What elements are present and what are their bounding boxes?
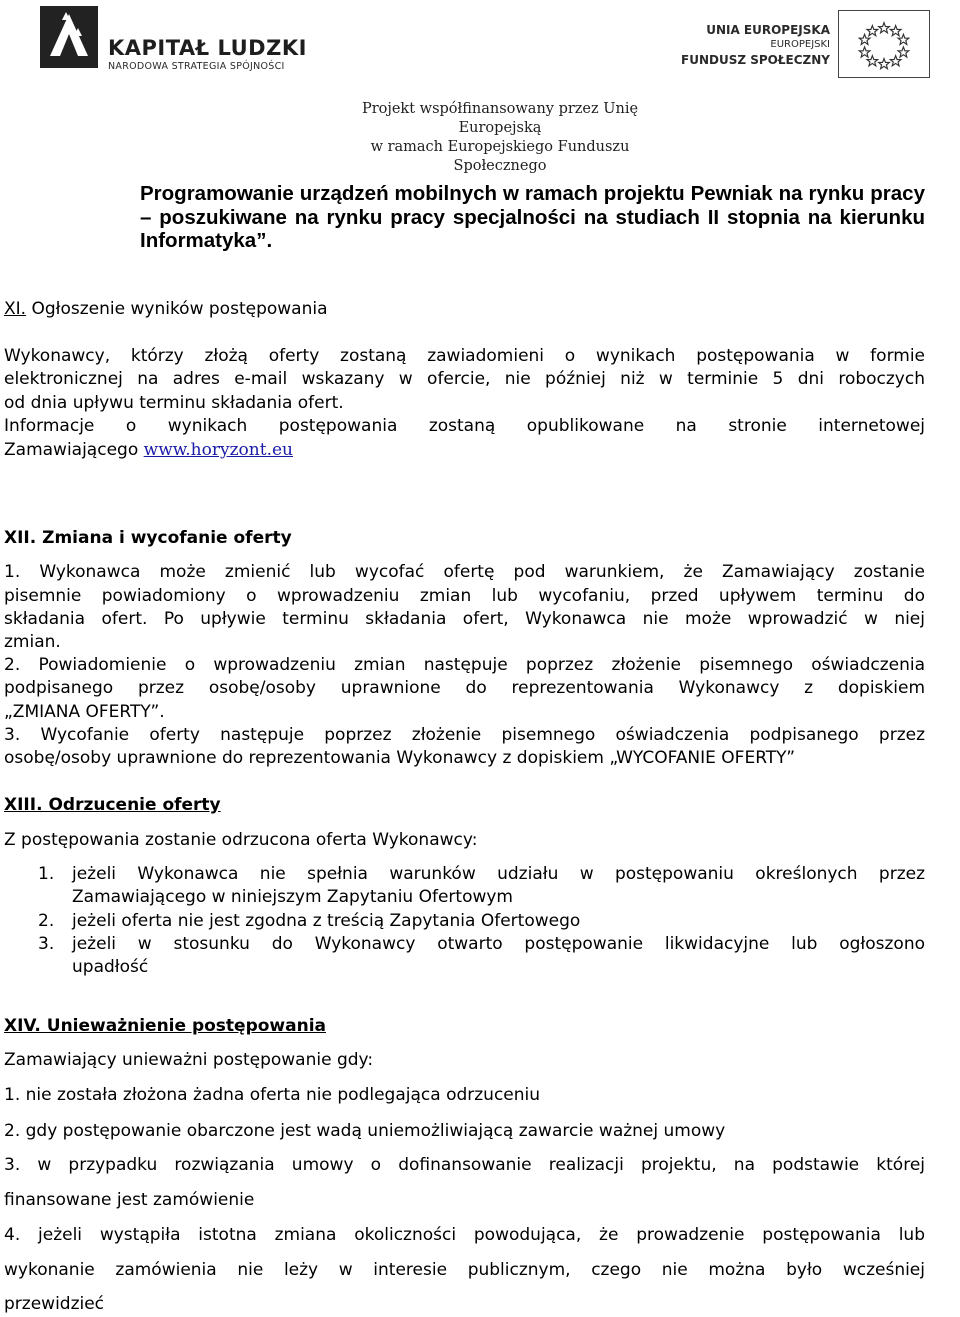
document-title: Programowanie urządzeń mobilnych w ramach projektu Pewniak na rynku pracy – poszukiwane na rynku pracy specjalności na studiach II stopnia na kierunku Informatyka”.	[140, 182, 925, 252]
s11-line-2: elektronicznej na adres e-mail wskazany w ofercie, nie później niż w terminie 5 dni roboczych	[4, 369, 925, 389]
eu-line-1: UNIA EUROPEJSKA	[706, 23, 830, 37]
s13-item-2-number: 2.	[38, 911, 55, 931]
cofinancing-note	[340, 100, 660, 176]
s14-line-5: 4. jeżeli wystąpiła istotna zmiana okoliczności powodująca, że prowadzenie postępowania lub	[4, 1225, 925, 1245]
s14-line-6: wykonanie zamówienia nie leży w interesie publicznym, czego nie można było wcześniej	[4, 1260, 925, 1280]
kapital-ludzki-emblem-icon	[40, 6, 98, 68]
kl-title: KAPITAŁ LUDZKI	[108, 36, 307, 60]
s13-item-1-line-1: jeżeli Wykonawca nie spełnia warunków udziału w postępowaniu określonych przez	[72, 864, 925, 884]
s14-line-7: przewidzieć	[4, 1294, 105, 1314]
s12-line-7: „ZMIANA OFERTY”.	[4, 702, 165, 722]
s14-line-1: 1. nie została złożona żadna oferta nie podlegająca odrzuceniu	[4, 1085, 541, 1105]
section-13-heading: XIII. Odrzucenie oferty	[4, 795, 221, 815]
s13-item-2-line-1: jeżeli oferta nie jest zgodna z treścią Zapytania Ofertowego	[72, 911, 581, 931]
kl-subtitle: NARODOWA STRATEGIA SPÓJNOŚCI	[108, 61, 285, 72]
s14-line-2: 2. gdy postępowanie obarczone jest wadą uniemożliwiającą zawarcie ważnej umowy	[4, 1121, 726, 1141]
cofinancing-line-2: w ramach Europejskiego Funduszu Społecznego	[370, 139, 630, 174]
s12-line-6: podpisanego przez osobę/osoby uprawnione do reprezentowania Wykonawcy z dopiskiem	[4, 678, 925, 698]
eu-logo	[681, 10, 940, 82]
section-11-heading	[4, 298, 925, 321]
eu-line-2: EUROPEJSKI	[770, 39, 830, 50]
section-11-number: XI.	[4, 299, 27, 319]
s13-item-3-line-2: upadłość	[72, 957, 149, 977]
s14-line-3: 3. w przypadku rozwiązania umowy o dofinansowanie realizacji projektu, na podstawie której	[4, 1155, 925, 1175]
kapital-ludzki-logo	[40, 6, 330, 84]
s12-line-5: 2. Powiadomienie o wprowadzeniu zmian następuje poprzez złożenie pisemnego oświadczenia	[4, 655, 925, 675]
s13-item-3-line-1: jeżeli w stosunku do Wykonawcy otwarto postępowanie likwidacyjne lub ogłoszono	[72, 934, 925, 954]
s14-line-4: finansowane jest zamówienie	[4, 1190, 255, 1210]
s11-line-5	[4, 439, 925, 462]
s11-line-1: Wykonawcy, którzy złożą oferty zostaną zawiadomieni o wynikach postępowania w formie	[4, 346, 925, 366]
eu-text	[681, 22, 830, 68]
horyzont-link[interactable]: www.horyzont.eu	[143, 440, 293, 460]
eu-flag-icon	[838, 10, 930, 78]
s11-line-4: Informacje o wynikach postępowania zostaną opublikowane na stronie internetowej	[4, 416, 925, 436]
s11-line-3: od dnia upływu terminu składania ofert.	[4, 393, 344, 413]
s12-line-1: 1. Wykonawca może zmienić lub wycofać ofertę pod warunkiem, że Zamawiający zostanie	[4, 562, 925, 582]
s13-intro: Z postępowania zostanie odrzucona oferta Wykonawcy:	[4, 830, 478, 850]
section-11-title: Ogłoszenie wyników postępowania	[26, 299, 328, 319]
s12-line-3: składania ofert. Po upływie terminu składania ofert, Wykonawca nie może wprowadzić w niej	[4, 609, 925, 629]
s12-line-9: osobę/osoby uprawnione do reprezentowania Wykonawcy z dopiskiem „WYCOFANIE OFERTY”	[4, 748, 796, 768]
s12-line-2: pisemnie powiadomiony o wprowadzeniu zmian lub wycofaniu, przed upływem terminu do	[4, 586, 925, 606]
s14-intro: Zamawiający unieważni postępowanie gdy:	[4, 1050, 374, 1070]
section-12-heading: XII. Zmiana i wycofanie oferty	[4, 528, 292, 548]
s12-line-8: 3. Wycofanie oferty następuje poprzez złożenie pisemnego oświadczenia podpisanego przez	[4, 725, 925, 745]
s11-line-5-prefix: Zamawiającego	[4, 440, 144, 460]
s13-item-1-number: 1.	[38, 864, 55, 884]
cofinancing-line-1: Projekt współfinansowany przez Unię Europejską	[361, 101, 639, 136]
s13-item-3-number: 3.	[38, 934, 55, 954]
eu-line-3: FUNDUSZ SPOŁECZNY	[681, 53, 830, 67]
s12-line-4: zmian.	[4, 632, 61, 652]
section-14-heading: XIV. Unieważnienie postępowania	[4, 1016, 326, 1036]
s13-item-1-line-2: Zamawiającego w niniejszym Zapytaniu Ofertowym	[72, 887, 513, 907]
